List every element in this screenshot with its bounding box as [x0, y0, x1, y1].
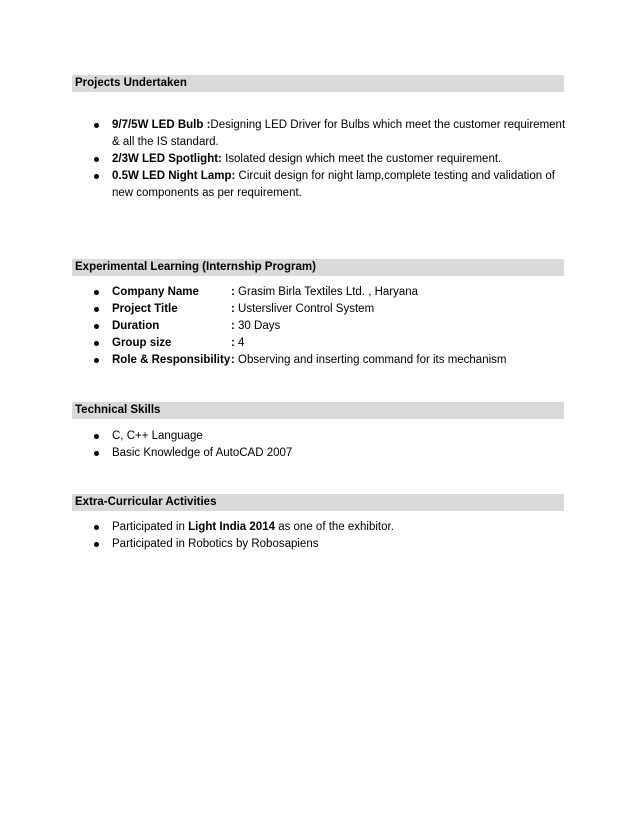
section-header-skills: Technical Skills [72, 402, 564, 419]
section-header-internship: Experimental Learning (Internship Program) [72, 259, 564, 276]
activity-text: Participated in Robotics by Robosapiens [112, 538, 319, 550]
project-text: Designing LED Driver for Bulbs which meet the customer requirement [210, 119, 566, 131]
internship-value: 4 [234, 337, 245, 349]
activity-text: as one of the exhibitor. [275, 521, 394, 533]
project-label: 9/7/5W LED Bulb : [112, 119, 211, 131]
list-item [92, 284, 567, 301]
list-item [92, 335, 567, 352]
project-text-cont: & all the IS standard. [112, 136, 219, 148]
internship-key: Company Name [112, 286, 199, 298]
internship-key: Group size [112, 337, 172, 349]
internship-colon: : [231, 303, 235, 315]
internship-key: Role & Responsibility [112, 354, 231, 366]
internship-value: Grasim Birla Textiles Ltd. , Haryana [234, 286, 419, 298]
list-item [92, 117, 567, 151]
internship-colon: : [231, 337, 235, 349]
skills-list [92, 428, 567, 462]
project-label: 0.5W LED Night Lamp: [112, 170, 236, 182]
list-item [92, 151, 567, 168]
internship-key: Project Title [112, 303, 178, 315]
list-item [92, 428, 567, 445]
skill-text: Basic Knowledge of AutoCAD 2007 [112, 447, 293, 459]
project-text-cont: new components as per requirement. [112, 187, 302, 199]
list-item [92, 168, 567, 202]
internship-colon: : [231, 354, 235, 366]
project-text: Circuit design for night lamp,complete testing and validation of [235, 170, 555, 182]
list-item [92, 445, 567, 462]
activity-text: Participated in [112, 521, 189, 533]
list-item [92, 301, 567, 318]
project-label: 2/3W LED Spotlight: [112, 153, 222, 165]
activities-list [92, 519, 567, 553]
internship-value: 30 Days [234, 320, 281, 332]
activity-bold: Light India 2014 [188, 521, 275, 533]
project-text: Isolated design which meet the customer requirement. [221, 153, 502, 165]
section-header-projects: Projects Undertaken [72, 75, 564, 92]
internship-value: Ustersliver Control System [234, 303, 375, 315]
internship-list [92, 284, 567, 369]
internship-colon: : [231, 320, 235, 332]
list-item [92, 536, 567, 553]
projects-list [92, 117, 567, 202]
skill-text: C, C++ Language [112, 430, 203, 442]
list-item [92, 519, 567, 536]
section-header-activities: Extra-Curricular Activities [72, 494, 564, 511]
internship-key: Duration [112, 320, 160, 332]
list-item [92, 318, 567, 335]
list-item [92, 352, 567, 369]
internship-colon: : [231, 286, 235, 298]
internship-value: Observing and inserting command for its mechanism [234, 354, 507, 366]
